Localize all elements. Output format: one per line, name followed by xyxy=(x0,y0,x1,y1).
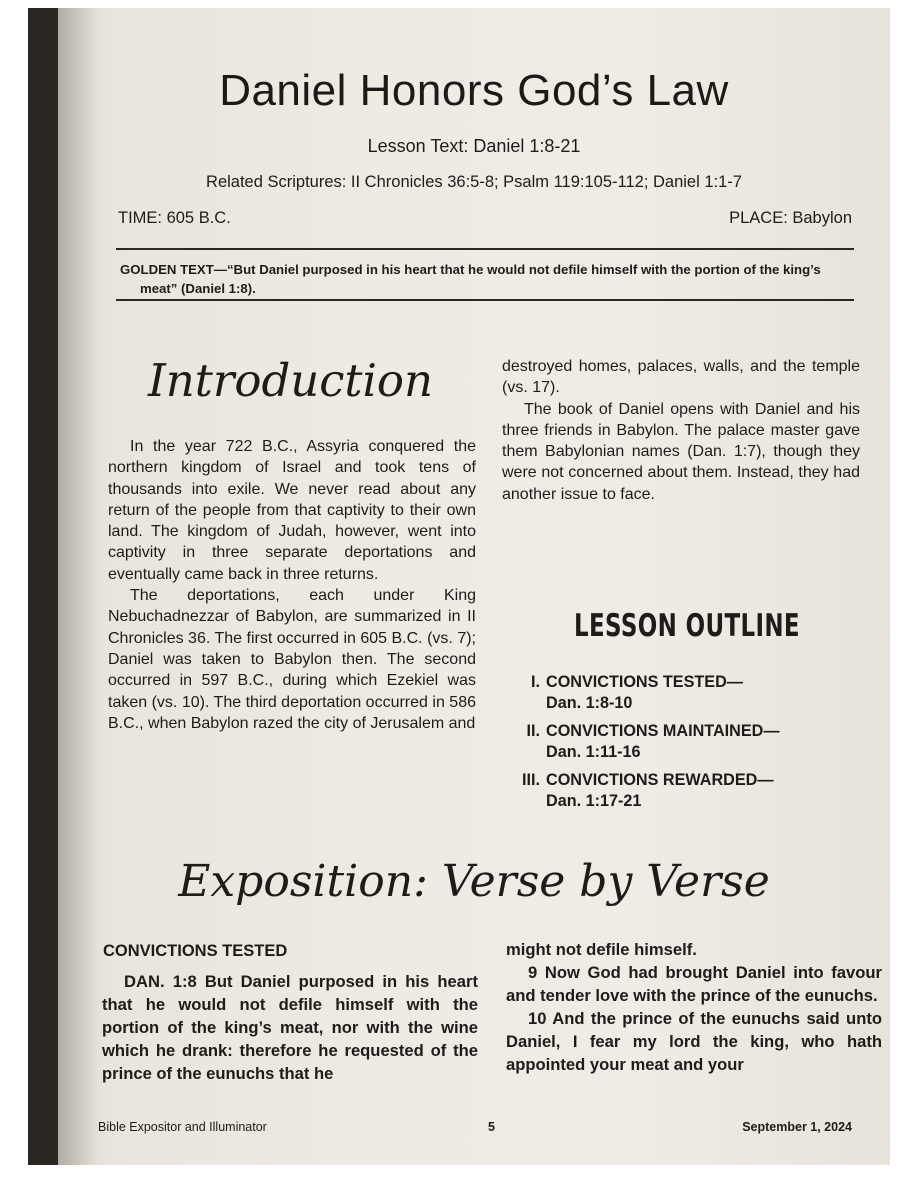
introduction-heading: Introduction xyxy=(148,354,433,407)
verse-text: DAN. 1:8 But Daniel purposed in his heart that he would not defile himself with the portion of the king’s meat, nor with the wine which he drank: therefore he requested of the prince of the eunuchs that he xyxy=(102,972,478,1083)
outline-label: CONVICTIONS TESTED— xyxy=(546,673,743,691)
introduction-column-left xyxy=(108,436,476,734)
verse-text: 10 And the prince of the eunuchs said unto Daniel, I fear my lord the king, who hath appointed your meat and your xyxy=(506,1009,882,1074)
lesson-title: Daniel Honors God’s Law xyxy=(219,66,729,115)
outline-reference: Dan. 1:11-16 xyxy=(546,743,641,761)
outline-number: I. xyxy=(531,673,540,691)
printed-page xyxy=(58,8,890,1165)
outline-label: CONVICTIONS REWARDED— xyxy=(546,771,774,789)
lesson-text-reference: Lesson Text: Daniel 1:8-21 xyxy=(367,136,581,156)
related-scriptures: Related Scriptures: II Chronicles 36:5-8; Psalm 119:105-112; Daniel 1:1-7 xyxy=(206,173,742,191)
verse-column-right xyxy=(506,938,882,1076)
divider-bottom xyxy=(116,299,854,301)
outline-reference: Dan. 1:8-10 xyxy=(546,694,633,712)
golden-text: GOLDEN TEXT—“But Daniel purposed in his heart that he would not defile himself with the portion of the king’s meat” (Daniel 1:8). xyxy=(120,262,821,296)
footer-publication: Bible Expositor and Illuminator xyxy=(98,1120,267,1134)
outline-item xyxy=(514,672,864,714)
footer-date: September 1, 2024 xyxy=(742,1120,852,1134)
outline-number: II. xyxy=(526,722,540,740)
intro-paragraph: destroyed homes, palaces, walls, and the temple (vs. 17). xyxy=(502,358,860,397)
time-label: TIME: 605 B.C. xyxy=(118,209,231,227)
intro-paragraph: In the year 722 B.C., Assyria conquered the northern kingdom of Israel and took tens of thousands into exile. We never read about any return of the people from that captivity to their own land. The kingdom of Judah, however, went into captivity in three separate deportations and eventually came back in three returns. xyxy=(108,438,476,583)
divider-top xyxy=(116,248,854,250)
outline-item xyxy=(514,770,864,812)
exposition-heading: Exposition: Verse by Verse xyxy=(178,856,770,907)
verse-column-left xyxy=(102,970,478,1085)
place-label: PLACE: Babylon xyxy=(729,209,852,227)
lesson-outline-list xyxy=(514,672,864,819)
lesson-outline-heading: LESSON OUTLINE xyxy=(574,608,800,644)
verse-text: 9 Now God had brought Daniel into favour and tender love with the prince of the eunuchs. xyxy=(506,963,882,1005)
outline-item xyxy=(514,721,864,763)
intro-paragraph: The book of Daniel opens with Daniel and his three friends in Babylon. The palace master gave them Babylonian names (Dan. 1:7), though they were not concerned about them. Instead, they had another issue to face. xyxy=(502,400,860,503)
section-heading: CONVICTIONS TESTED xyxy=(103,942,288,960)
outline-reference: Dan. 1:17-21 xyxy=(546,792,642,810)
page-photo xyxy=(28,8,890,1165)
footer-page-number: 5 xyxy=(488,1120,495,1134)
intro-paragraph: The deportations, each under King Nebuchadnezzar of Babylon, are summarized in II Chronicles 36. The first occurred in 605 B.C. (vs. 7); Daniel was taken to Babylon then. The second occurred in 597 B.C., during which Ezekiel was taken (vs. 10). The third deportation occurred in 586 B.C., when Babylon razed the city of Jerusalem and xyxy=(108,587,476,732)
introduction-column-right xyxy=(502,356,860,505)
outline-label: CONVICTIONS MAINTAINED— xyxy=(546,722,780,740)
outline-number: III. xyxy=(522,771,540,789)
verse-text: might not defile himself. xyxy=(506,940,697,959)
